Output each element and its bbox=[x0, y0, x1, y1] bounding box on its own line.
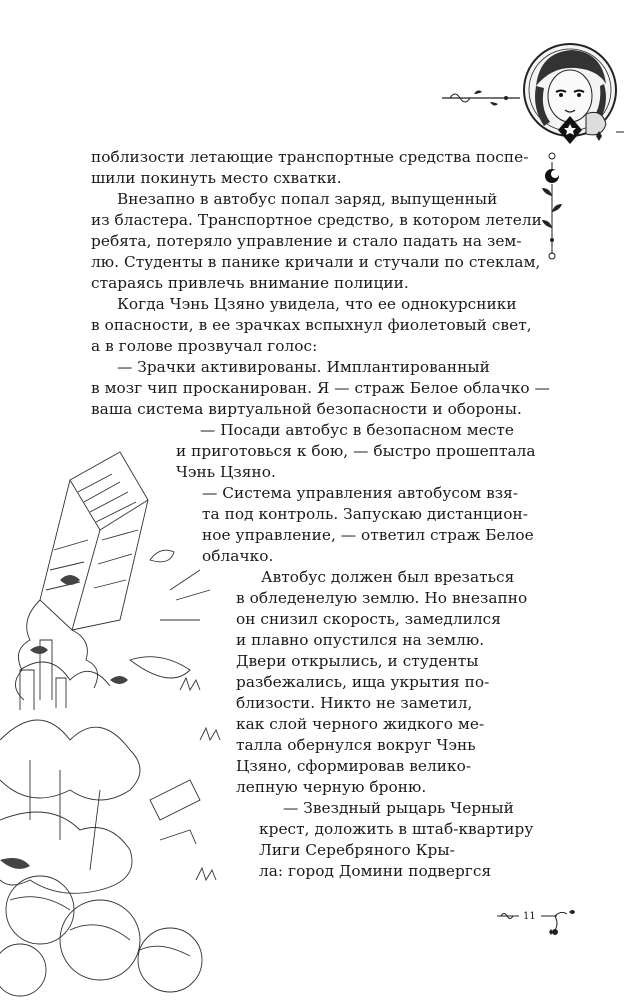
text-line: Чэнь Цзяно. bbox=[176, 463, 276, 481]
text-line: Лиги Серебряного Кры- bbox=[259, 841, 455, 859]
text-line: Двери открылись, и студенты bbox=[236, 652, 479, 670]
text-line: и плавно опустился на землю. bbox=[236, 631, 485, 649]
text-line: как слой черного жидкого ме- bbox=[236, 715, 485, 733]
text-line: Когда Чэнь Цзяно увидела, что ее однокурсники bbox=[117, 295, 517, 313]
text-line: ваша система виртуальной безопасности и обороны. bbox=[91, 400, 522, 418]
text-line: ребята, потеряло управление и стало падать на зем- bbox=[91, 232, 522, 250]
text-line: лепную черную броню. bbox=[236, 778, 427, 796]
text-line: в опасности, в ее зрачках вспыхнул фиолетовый свет, bbox=[91, 316, 532, 334]
text-line: та под контроль. Запускаю дистанцион- bbox=[202, 505, 529, 523]
text-line: в мозг чип просканирован. Я — страж Белое облачко — bbox=[91, 379, 550, 397]
text-line: он снизил скорость, замедлился bbox=[236, 610, 501, 628]
text-line: лю. Студенты в панике кричали и стучали по стеклам, bbox=[91, 253, 541, 271]
text-line: ла: город Домини подвергся bbox=[259, 862, 492, 880]
text-line: — Зрачки активированы. Имплантированный bbox=[117, 358, 490, 376]
text-line: — Звездный рыцарь Черный bbox=[283, 799, 514, 817]
text-line: близости. Никто не заметил, bbox=[236, 694, 473, 712]
text-line: Цзяно, сформировав велико- bbox=[236, 757, 472, 775]
text-line: — Система управления автобусом взя- bbox=[202, 484, 519, 502]
text-line: талла обернулся вокруг Чэнь bbox=[236, 736, 476, 754]
text-line: шили покинуть место схватки. bbox=[91, 169, 342, 187]
folio-ornament-icon bbox=[495, 902, 579, 938]
text-line: из бластера. Транспортное средство, в котором летели bbox=[91, 211, 542, 229]
text-line: в обледенелую землю. Но внезапно bbox=[236, 589, 528, 607]
text-line: — Посади автобус в безопасном месте bbox=[200, 421, 515, 439]
text-line: Автобус должен был врезаться bbox=[261, 568, 515, 586]
page-number: 11 bbox=[523, 911, 536, 922]
text-line: крест, доложить в штаб-квартиру bbox=[259, 820, 534, 838]
text-line: и приготовься к бою, — быстро прошептала bbox=[176, 442, 536, 460]
text-line: Внезапно в автобус попал заряд, выпущенный bbox=[117, 190, 498, 208]
text-line: разбежались, ища укрытия по- bbox=[236, 673, 490, 691]
crashed-vehicle-illustration bbox=[0, 440, 240, 1000]
text-line: поблизости летающие транспортные средства поспе- bbox=[91, 148, 529, 166]
text-line: ное управление, — ответил страж Белое bbox=[202, 526, 534, 544]
text-line: а в голове прозвучал голос: bbox=[91, 337, 318, 355]
text-line: облачко. bbox=[202, 547, 274, 565]
text-line: стараясь привлечь внимание полиции. bbox=[91, 274, 409, 292]
